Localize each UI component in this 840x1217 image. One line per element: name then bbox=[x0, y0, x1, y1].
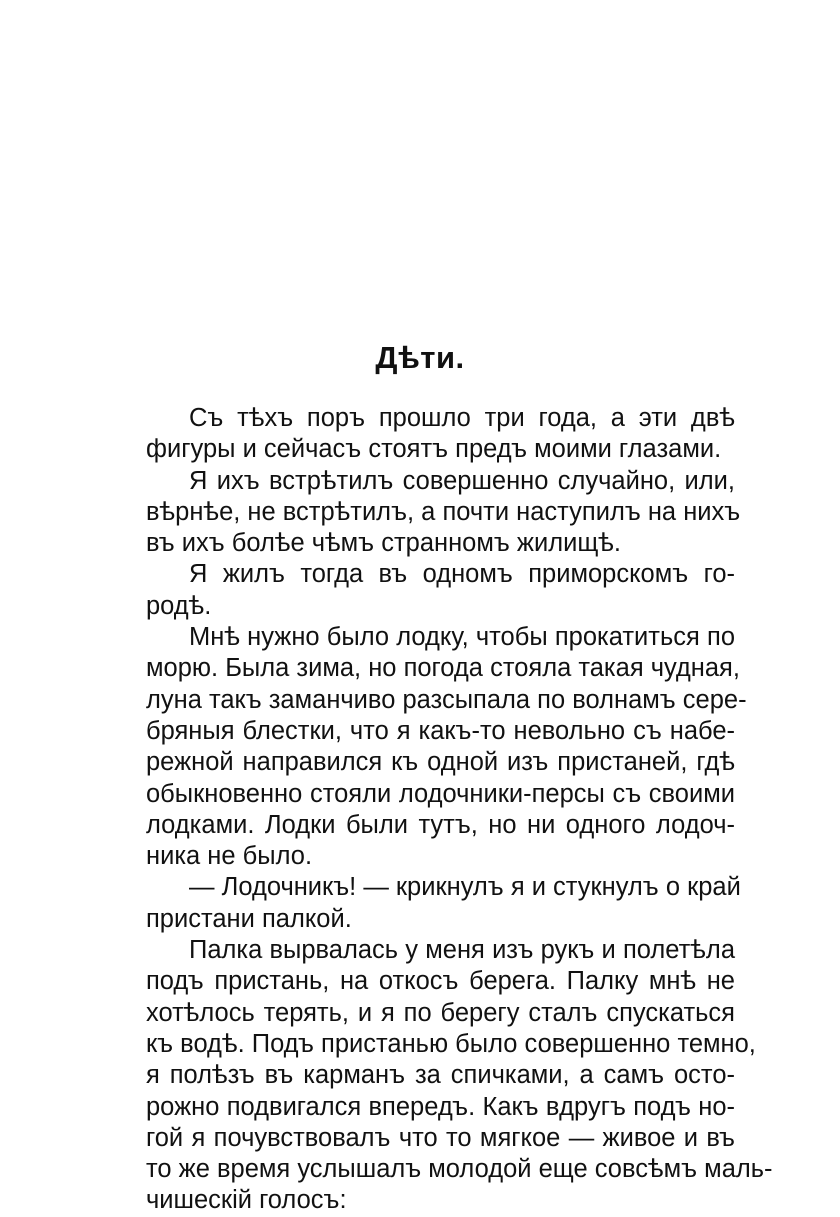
body-text bbox=[103, 403, 773, 1217]
text-line: пристани палкой. bbox=[146, 904, 352, 933]
text-line: то же время услышалъ молодой еще совсѣмъ маль- bbox=[146, 1155, 773, 1184]
paragraph bbox=[103, 403, 735, 466]
text-line: родѣ. bbox=[146, 591, 212, 620]
text-line: подъ пристань, на откосъ берега. Палку мнѣ не bbox=[146, 967, 735, 996]
paragraph bbox=[103, 935, 773, 1217]
text-line: — Лодочникъ! — крикнулъ я и стукнулъ о край bbox=[189, 873, 741, 902]
chapter-title: Дѣти. bbox=[375, 340, 465, 375]
text-line: ника не было. bbox=[146, 842, 313, 871]
text-line: Съ тѣхъ поръ прошло три года, а эти двѣ bbox=[189, 404, 735, 432]
text-line: хотѣлось терять, и я по берегу сталъ спускаться bbox=[146, 998, 735, 1027]
text-line: луна такъ заманчиво разсыпала по волнамъ сере- bbox=[146, 685, 747, 714]
text-line: режной направился къ одной изъ пристаней, гдѣ bbox=[146, 748, 735, 777]
paragraph bbox=[103, 622, 747, 872]
text-line: фигуры и сейчасъ стоятъ предъ моими глазами. bbox=[146, 435, 722, 464]
text-line: рожно подвигался впередъ. Какъ вдругъ подъ но- bbox=[146, 1092, 735, 1121]
text-line: морю. Была зима, но погода стояла такая чудная, bbox=[146, 654, 740, 683]
text-line: вѣрнѣе, не встрѣтилъ, а почти наступилъ на нихъ bbox=[146, 497, 741, 526]
text-line: къ водѣ. Подъ пристанью было совершенно темно, bbox=[146, 1029, 756, 1058]
text-line: Мнѣ нужно было лодку, чтобы прокатиться по bbox=[189, 623, 735, 652]
text-line: чишескій голосъ: bbox=[146, 1186, 347, 1215]
paragraph bbox=[103, 466, 741, 560]
text-line: Я жилъ тогда въ одномъ приморскомъ го- bbox=[189, 560, 735, 589]
text-line: Палка вырвалась у меня изъ рукъ и полетѣла bbox=[189, 936, 735, 965]
text-line: бряныя блестки, что я какъ-то невольно съ набе- bbox=[146, 716, 735, 745]
text-line: Я ихъ встрѣтилъ совершенно случайно, или, bbox=[189, 466, 735, 495]
paragraph bbox=[103, 872, 741, 935]
text-line: я полѣзъ въ карманъ за спичками, а самъ осто- bbox=[146, 1061, 735, 1090]
paragraph bbox=[103, 559, 735, 622]
text-line: въ ихъ болѣе чѣмъ странномъ жилищѣ. bbox=[146, 529, 622, 558]
text-line: гой я почувствовалъ что то мягкое — живое и въ bbox=[146, 1123, 735, 1152]
text-line: обыкновенно стояли лодочники-персы съ своими bbox=[146, 779, 735, 808]
text-line: лодками. Лодки были тутъ, но ни одного лодоч- bbox=[146, 810, 735, 839]
